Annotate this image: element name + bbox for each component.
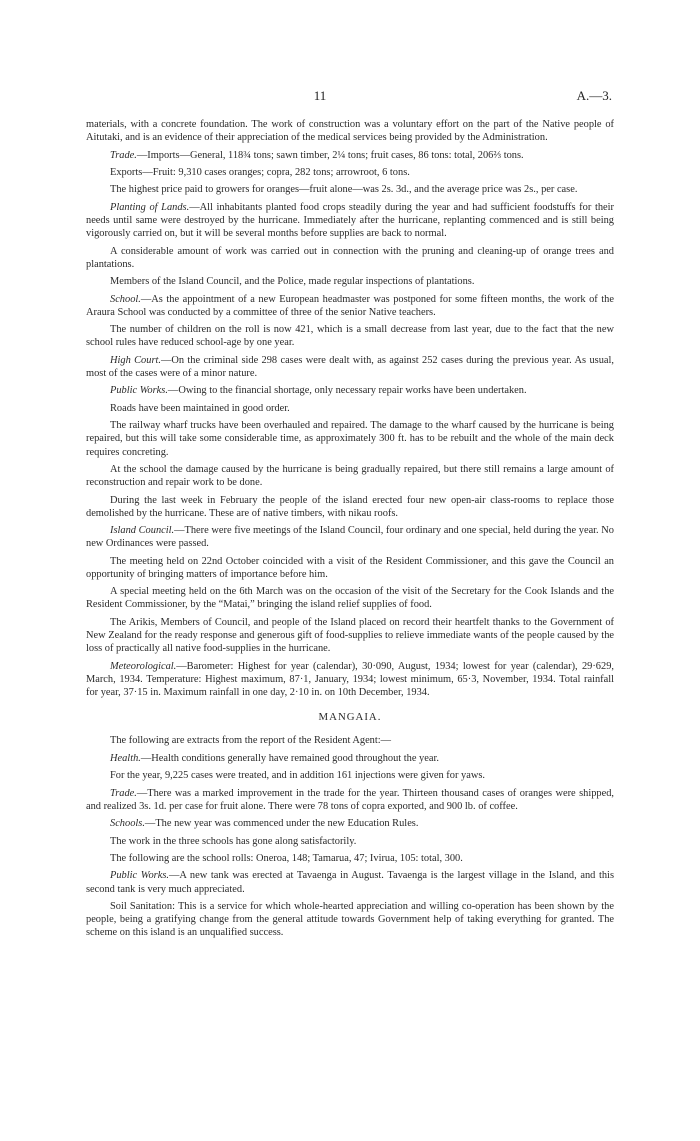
paragraph-text: —Barometer: Highest for year (calendar), 30·090, August, 1934; lowest for year (calendar), 29·629, March, 1934. Temperature: Highest maximum, 87·1, January, 1934; lowest minimum, 65·3, November, 1934. Total rainfall for year, 37·15 in. Maximum rainfall in one day, 2·10 in. on 10th December, 1934. bbox=[86, 660, 614, 699]
paragraph-text: The meeting held on 22nd October coincided with a visit of the Resident Commissioner, and this gave the Council an opportunity of bringing matters of importance before him. bbox=[86, 555, 614, 580]
paragraph-heading: High Court. bbox=[110, 354, 161, 366]
paragraph-heading: School. bbox=[110, 293, 141, 305]
paragraph-text: A considerable amount of work was carried out in connection with the pruning and cleaning-up of orange trees and plantations. bbox=[86, 245, 614, 270]
paragraph-text: —On the criminal side 298 cases were dealt with, as against 252 cases during the previous year. As usual, most of the cases were of a minor nature. bbox=[86, 354, 614, 379]
paragraph-heading: Trade. bbox=[110, 787, 137, 799]
paragraph-heading: Schools. bbox=[110, 818, 145, 830]
paragraph bbox=[86, 402, 614, 415]
paragraph-text: The Arikis, Members of Council, and people of the Island placed on record their heartfelt thanks to the Government of New Zealand for the ready response and generous gift of food-supplies to relieve immediate wants of the people caused by the loss of practically all native food-supplies in the hurricane. bbox=[86, 616, 614, 655]
paragraph-text: During the last week in February the people of the island erected four new open-air class-rooms to replace those demolished by the hurricane. These are of native timbers, with nikau roofs. bbox=[86, 494, 614, 519]
paragraph bbox=[86, 900, 614, 940]
paragraph-text: —The new year was commenced under the new Education Rules. bbox=[144, 818, 419, 830]
paragraph-text: The following are extracts from the report of the Resident Agent:— bbox=[110, 735, 392, 747]
paragraph-text: A special meeting held on the 6th March was on the occasion of the visit of the Secretary for the Cook Islands and the Resident Commissioner, by the “Matai,” bringing the island relief supplies of food. bbox=[86, 586, 614, 611]
paragraph bbox=[86, 463, 614, 489]
paragraph bbox=[86, 769, 614, 782]
paragraph bbox=[86, 245, 614, 271]
paragraph bbox=[86, 275, 614, 288]
paragraph bbox=[86, 852, 614, 865]
paragraph bbox=[86, 183, 614, 196]
paragraph-text: The highest price paid to growers for oranges—fruit alone—was 2s. 3d., and the average price was 2s., per case. bbox=[110, 184, 578, 196]
paragraph-heading: Planting of Lands. bbox=[110, 201, 190, 213]
paragraph bbox=[86, 734, 614, 747]
paragraph bbox=[86, 585, 614, 611]
paragraph-text: The number of children on the roll is now 421, which is a small decrease from last year, due to the fact that the new school rules have reduced school-age by one year. bbox=[86, 324, 614, 349]
paragraph-text: —All inhabitants planted food crops steadily during the year and had sufficient foodstuffs for their needs until same were destroyed by the hurricane. Immediately after the hurricane, replanting commenced and is still being vigorously carried on, but it will be several months before supplies are back to normal. bbox=[86, 201, 614, 240]
paragraph-text: The following are the school rolls: Oneroa, 148; Tamarua, 47; Ivirua, 105: total, 300. bbox=[110, 853, 463, 865]
paragraph-text: Soil Sanitation: This is a service for which whole-hearted appreciation and willing co-operation has been shown by the people, being a gratifying change from the general attitude towards Government help of taking everything for granted. The scheme on this island is an unqualified success. bbox=[86, 901, 614, 939]
paragraph bbox=[86, 817, 614, 830]
paragraph bbox=[86, 752, 614, 765]
page-code: A.—3. bbox=[576, 88, 612, 103]
paragraph bbox=[86, 419, 614, 459]
paragraph bbox=[86, 660, 614, 700]
paragraph-text: —There were five meetings of the Island Council, four ordinary and one special, held during the year. No new Ordinances were passed. bbox=[86, 525, 614, 550]
paragraph-heading: Public Works. bbox=[110, 870, 169, 882]
paragraph bbox=[86, 835, 614, 848]
paragraph-text: Exports—Fruit: 9,310 cases oranges; copra, 282 tons; arrowroot, 6 tons. bbox=[110, 166, 410, 178]
paragraph-heading: Trade. bbox=[110, 149, 137, 161]
report-body bbox=[86, 118, 614, 944]
paragraph bbox=[86, 201, 614, 241]
paragraph-text: —Owing to the financial shortage, only necessary repair works have been undertaken. bbox=[167, 385, 527, 397]
paragraph-heading: Public Works. bbox=[110, 385, 168, 397]
paragraph bbox=[86, 149, 614, 162]
page-number: 11 bbox=[313, 88, 327, 103]
paragraph bbox=[86, 293, 614, 319]
paragraph-text: At the school the damage caused by the hurricane is being gradually repaired, but there still remains a large amount of reconstruction and repair work to be done. bbox=[86, 463, 614, 489]
mangaia-section bbox=[86, 734, 614, 939]
paragraph-text: The work in the three schools has gone along satisfactorily. bbox=[110, 835, 357, 847]
paragraph bbox=[86, 118, 614, 144]
paragraph bbox=[86, 869, 614, 895]
paragraph bbox=[86, 616, 614, 656]
paragraph-text: Roads have been maintained in good order. bbox=[110, 402, 290, 414]
paragraph-text: The railway wharf trucks have been overhauled and repaired. The damage to the wharf caused by the hurricane is being repaired, but this will take some considerable time, as approximately 300 ft. has to be rebuilt and the whole of the main deck requires concreting. bbox=[86, 420, 614, 458]
paragraph-text: —Health conditions generally have remained good throughout the year. bbox=[140, 752, 439, 764]
paragraph bbox=[86, 494, 614, 520]
paragraph-text: For the year, 9,225 cases were treated, and in addition 161 injections were given for yaws. bbox=[110, 770, 485, 782]
paragraph bbox=[86, 555, 614, 581]
paragraph-text: —There was a marked improvement in the trade for the year. Thirteen thousand cases of oranges were shipped, and realized 3s. 1d. per case for fruit alone. There were 78 tons of copra exported, and 900 lb. of coffee. bbox=[86, 787, 614, 812]
paragraph bbox=[86, 354, 614, 380]
paragraph-heading: Island Council. bbox=[110, 525, 175, 537]
paragraph bbox=[86, 323, 614, 349]
paragraph bbox=[86, 384, 614, 397]
paragraph-text: —As the appointment of a new European headmaster was postponed for some fifteen months, the work of the Araura School was conducted by a committee of three of the senior Native teachers. bbox=[86, 293, 614, 318]
paragraph-text: —Imports—General, 118¾ tons; sawn timber, 2¼ tons; fruit cases, 86 tons: total, 206⅔ tons. bbox=[136, 149, 524, 161]
paragraph-heading: Health. bbox=[110, 752, 141, 764]
paragraph bbox=[86, 166, 614, 179]
aitutaki-section bbox=[86, 118, 614, 699]
paragraph bbox=[86, 524, 614, 550]
paragraph-text: Members of the Island Council, and the Police, made regular inspections of plantations. bbox=[110, 276, 475, 288]
paragraph-heading: Meteorological. bbox=[110, 660, 177, 672]
paragraph-text: —A new tank was erected at Tavaenga in August. Tavaenga is the largest village in the Island, and this second tank is very much appreciated. bbox=[86, 870, 614, 895]
paragraph-text: materials, with a concrete foundation. The work of construction was a voluntary effort on the part of the Native people of Aitutaki, and is an evidence of their appreciation of the medical services being provided by the Administration. bbox=[86, 119, 614, 144]
section-heading-mangaia: MANGAIA. bbox=[318, 711, 382, 724]
paragraph bbox=[86, 787, 614, 813]
